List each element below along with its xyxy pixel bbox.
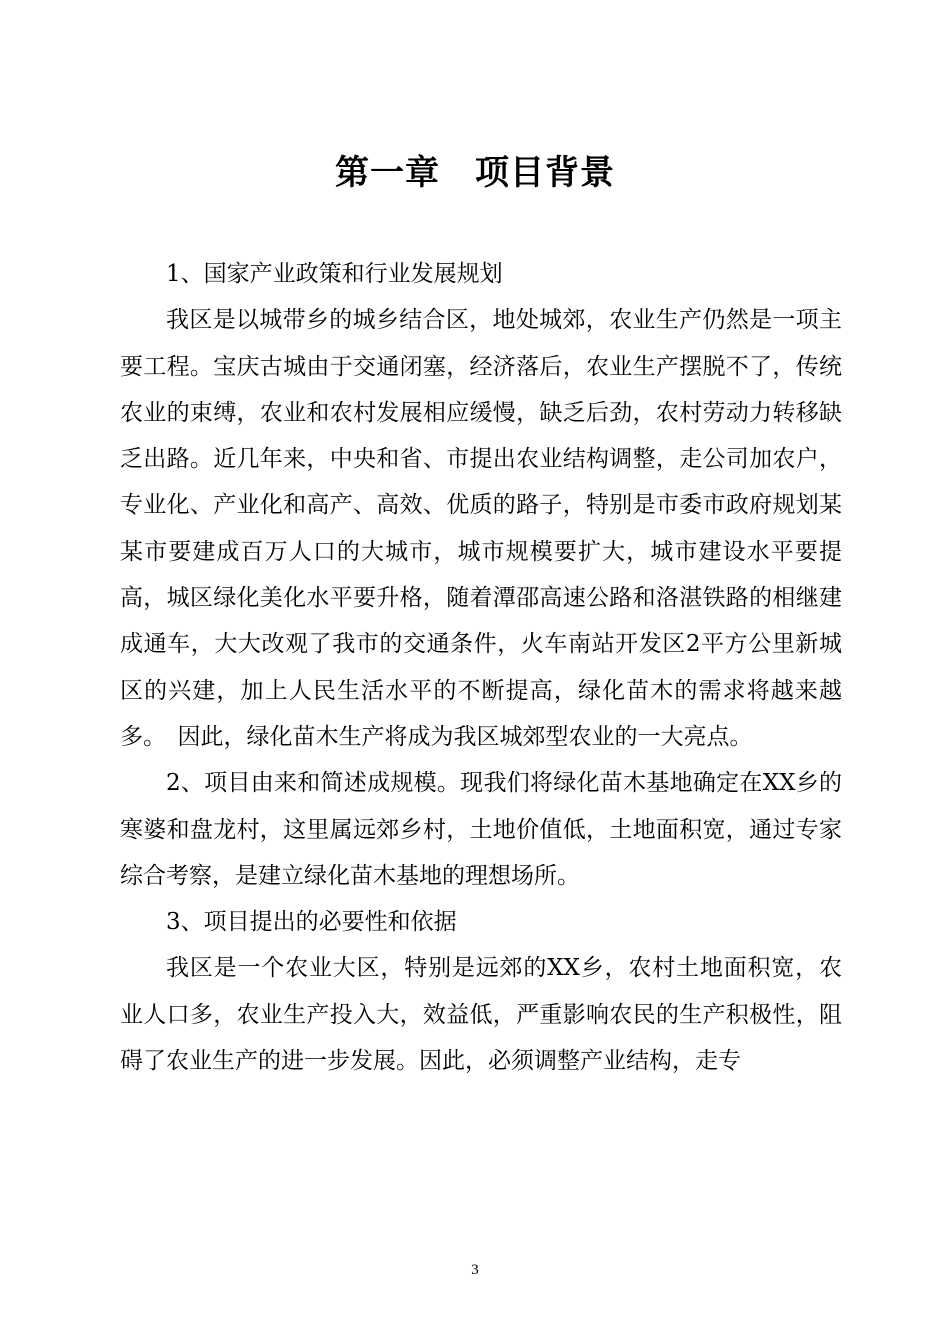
paragraph-necessity: 我区是一个农业大区，特别是远郊的XX乡，农村土地面积宽，农业人口多，农业生产投入大，效益低，严重影响农民的生产积极性，阻碍了农业生产的进一步发展。因此，必须调整产业结构，走专 (120, 955, 842, 1075)
body-text (120, 251, 842, 1084)
paragraph-project-origin: 2、项目由来和简述成规模。现我们将绿化苗木基地确定在XX乡的寒婆和盘龙村，这里属远郊乡村，土地价值低，土地面积宽，通过专家综合考察，是建立绿化苗木基地的理想场所。 (120, 770, 842, 889)
paragraph-background: 我区是以城带乡的城乡结合区，地处城郊，农业生产仍然是一项主要工程。宝庆古城由于交通闭塞，经济落后，农业生产摆脱不了，传统农业的束缚，农业和农村发展相应缓慢，缺乏后劲，农村劳动力转移缺乏出路。近几年来，中央和省、市提出农业结构调整，走公司加农户，专业化、产业化和高产、高效、优质的路子，特别是市委市政府规划某某市要建成百万人口的大城市，城市规模要扩大，城市建设水平要提高，城区绿化美化水平要升格，随着潭邵高速公路和洛湛铁路的相继建成通车，大大改观了我市的交通条件，火车南站开发区2平方公里新城区的兴建，加上人民生活水平的不断提高，绿化苗木的需求将越来越多。 因此，绿化苗木生产将成为我区城郊型农业的一大亮点。 (120, 307, 842, 750)
section-heading-1: 1、国家产业政策和行业发展规划 (166, 261, 503, 287)
chapter-title: 第一章 项目背景 (335, 153, 615, 193)
section-heading-3: 3、项目提出的必要性和依据 (166, 909, 457, 936)
page-number: 3 (471, 1262, 479, 1278)
